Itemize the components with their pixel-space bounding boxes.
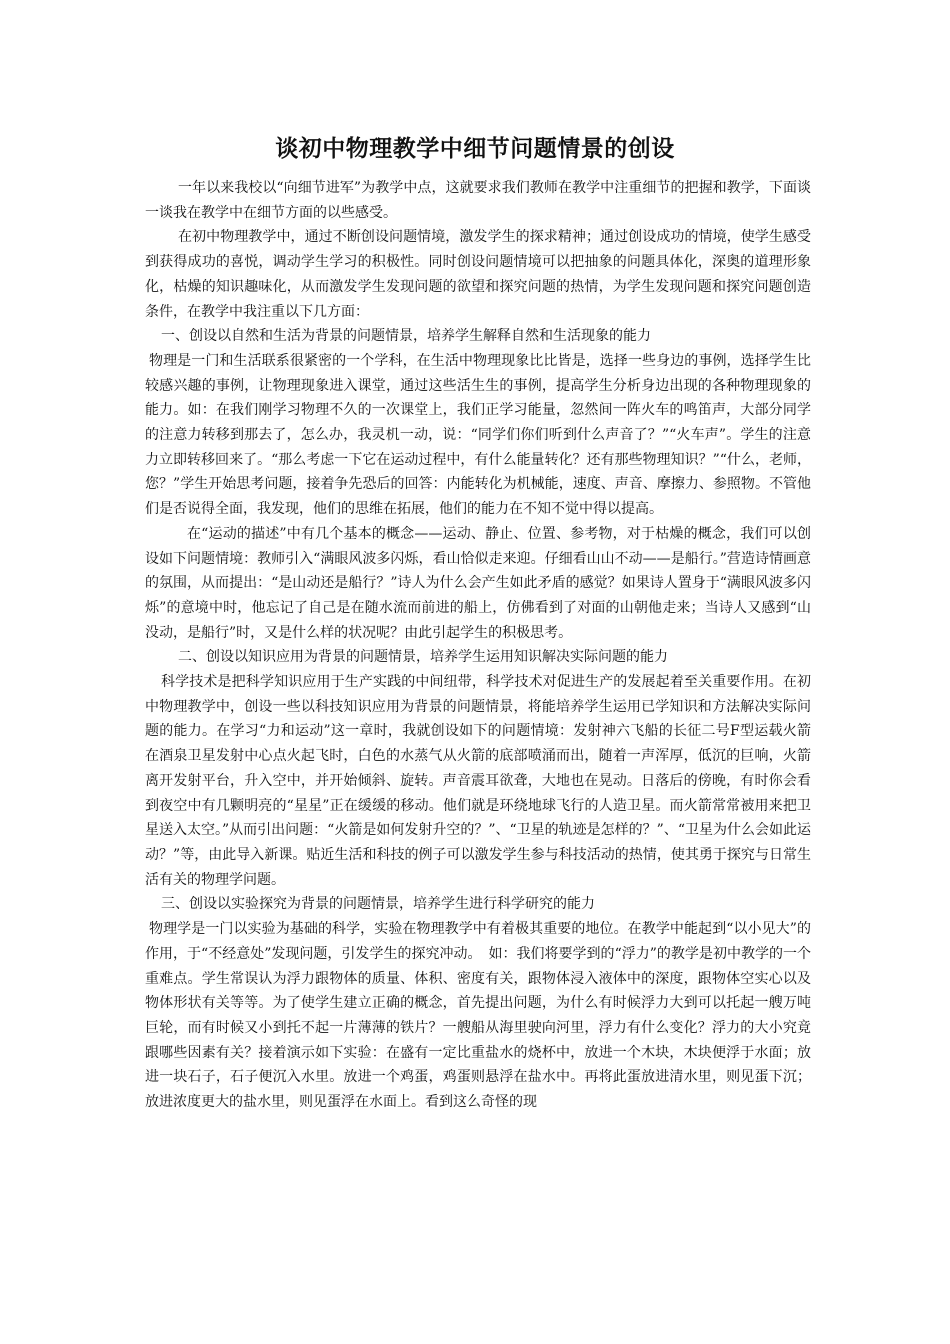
document-title: 谈初中物理教学中细节问题情景的创设 <box>275 136 675 162</box>
paragraph-section-1b: 在“运动的描述”中有几个基本的概念——运动、静止、位置、参考物，对于枯燥的概念，我们可以创设如下问题情境：教师引入“满眼风波多闪烁，看山恰似走来迎。仔细看山山不动——是船行。”营造诗情画意的氛围，从而提出：“是山动还是船行？”诗人为什么会产生如此矛盾的感觉？如果诗人置身于“满眼风波多闪烁”的意境中时，他忘记了自己是在随水流而前进的船上，仿佛看到了对面的山朝他走来；当诗人又感到“山没动，是船行”时，又是什么样的状况呢？由此引起学生的积极思考。 <box>145 525 811 641</box>
document-body <box>145 176 811 1115</box>
paragraph-section-3: 物理学是一门以实验为基础的科学，实验在物理教学中有着极其重要的地位。在教学中能起到“以小见大”的作用，于“不经意处”发现问题，引发学生的探究冲动。 如：我们将要学到的“浮力”的教学是初中教学的一个重难点。学生常误认为浮力跟物体的质量、体积、密度有关，跟物体浸入液体中的深度，跟物体空实心以及物体形状有关等等。为了使学生建立正确的概念，首先提出问题，为什么有时候浮力大到可以托起一艘万吨巨轮，而有时候又小到托不起一片薄薄的铁片？一艘船从海里驶向河里，浮力有什么变化？浮力的大小究竟跟哪些因素有关？接着演示如下实验：在盛有一定比重盐水的烧杯中，放进一个木块，木块便浮于水面；放进一块石子，石子便沉入水里。放进一个鸡蛋，鸡蛋则悬浮在盐水中。再将此蛋放进清水里，则见蛋下沉；放进浓度更大的盐水里，则见蛋浮在水面上。看到这么奇怪的现 <box>145 921 811 1111</box>
section-heading-3: 三、创设以实验探究为背景的问题情景，培养学生进行科学研究的能力 <box>161 896 595 913</box>
paragraph-section-1a: 物理是一门和生活联系很紧密的一个学科，在生活中物理现象比比皆是，选择一些身边的事例，选择学生比较感兴趣的事例，让物理现象进入课堂，通过这些活生生的事例，提高学生分析身边出现的各种物理现象的能力。如：在我们刚学习物理不久的一次课堂上，我们正学习能量，忽然间一阵火车的鸣笛声，大部分同学的注意力转移到那去了，怎么办，我灵机一动，说：“同学们你们听到什么声音了？”“火车声”。学生的注意力立即转移回来了。“那么考虑一下它在运动过程中，有什么能量转化？还有那些物理知识？”“什么，老师，您？”学生开始思考问题，接着争先恐后的回答：内能转化为机械能，速度、声音、摩擦力、参照物。不管他们是否说得全面，我发现，他们的思维在拓展，他们的能力在不知不觉中得以提高。 <box>145 352 811 518</box>
section-heading-1: 一、创设以自然和生活为背景的问题情景，培养学生解释自然和生活现象的能力 <box>161 328 651 345</box>
paragraph-overview: 在初中物理教学中，通过不断创设问题情境，激发学生的探求精神；通过创设成功的情境，使学生感受到获得成功的喜悦，调动学生学习的积极性。同时创设问题情境可以把抽象的问题具体化，深奥的道理形象化，枯燥的知识趣味化，从而激发学生发现问题的欲望和探究问题的热情，为学生发现问题和探究问题创造条件，在教学中我注重以下几方面： <box>145 229 811 320</box>
section-heading-2: 二、创设以知识应用为背景的问题情景，培养学生运用知识解决实际问题的能力 <box>178 649 668 666</box>
paragraph-intro: 一年以来我校以“向细节进军”为教学中点，这就要求我们教师在教学中注重细节的把握和教学，下面谈一谈我在教学中在细节方面的以些感受。 <box>145 180 811 221</box>
paragraph-section-2: 科学技术是把科学知识应用于生产实践的中间纽带，科学技术对促进生产的发展起着至关重要作用。在初中物理教学中，创设一些以科技知识应用为背景的问题情景，将能培养学生运用已学知识和方法解决实际问题的能力。在学习“力和运动”这一章时，我就创设如下的问题情境：发射神六飞船的长征二号F型运载火箭在酒泉卫星发射中心点火起飞时，白色的水蒸气从火箭的底部喷涌而出，随着一声浑厚，低沉的巨响，火箭离开发射平台，升入空中，并开始倾斜、旋转。声音震耳欲聋，大地也在晃动。日落后的傍晚，有时你会看到夜空中有几颗明亮的“星星”正在缓缓的移动。他们就是环绕地球飞行的人造卫星。而火箭常常被用来把卫星送入太空。”从而引出问题：“火箭是如何发射升空的？”、“卫星的轨迹是怎样的？”、“卫星为什么会如此运动？”等，由此导入新课。贴近生活和科技的例子可以激发学生参与科技活动的热情，使其勇于探究与日常生活有关的物理学问题。 <box>145 674 811 888</box>
